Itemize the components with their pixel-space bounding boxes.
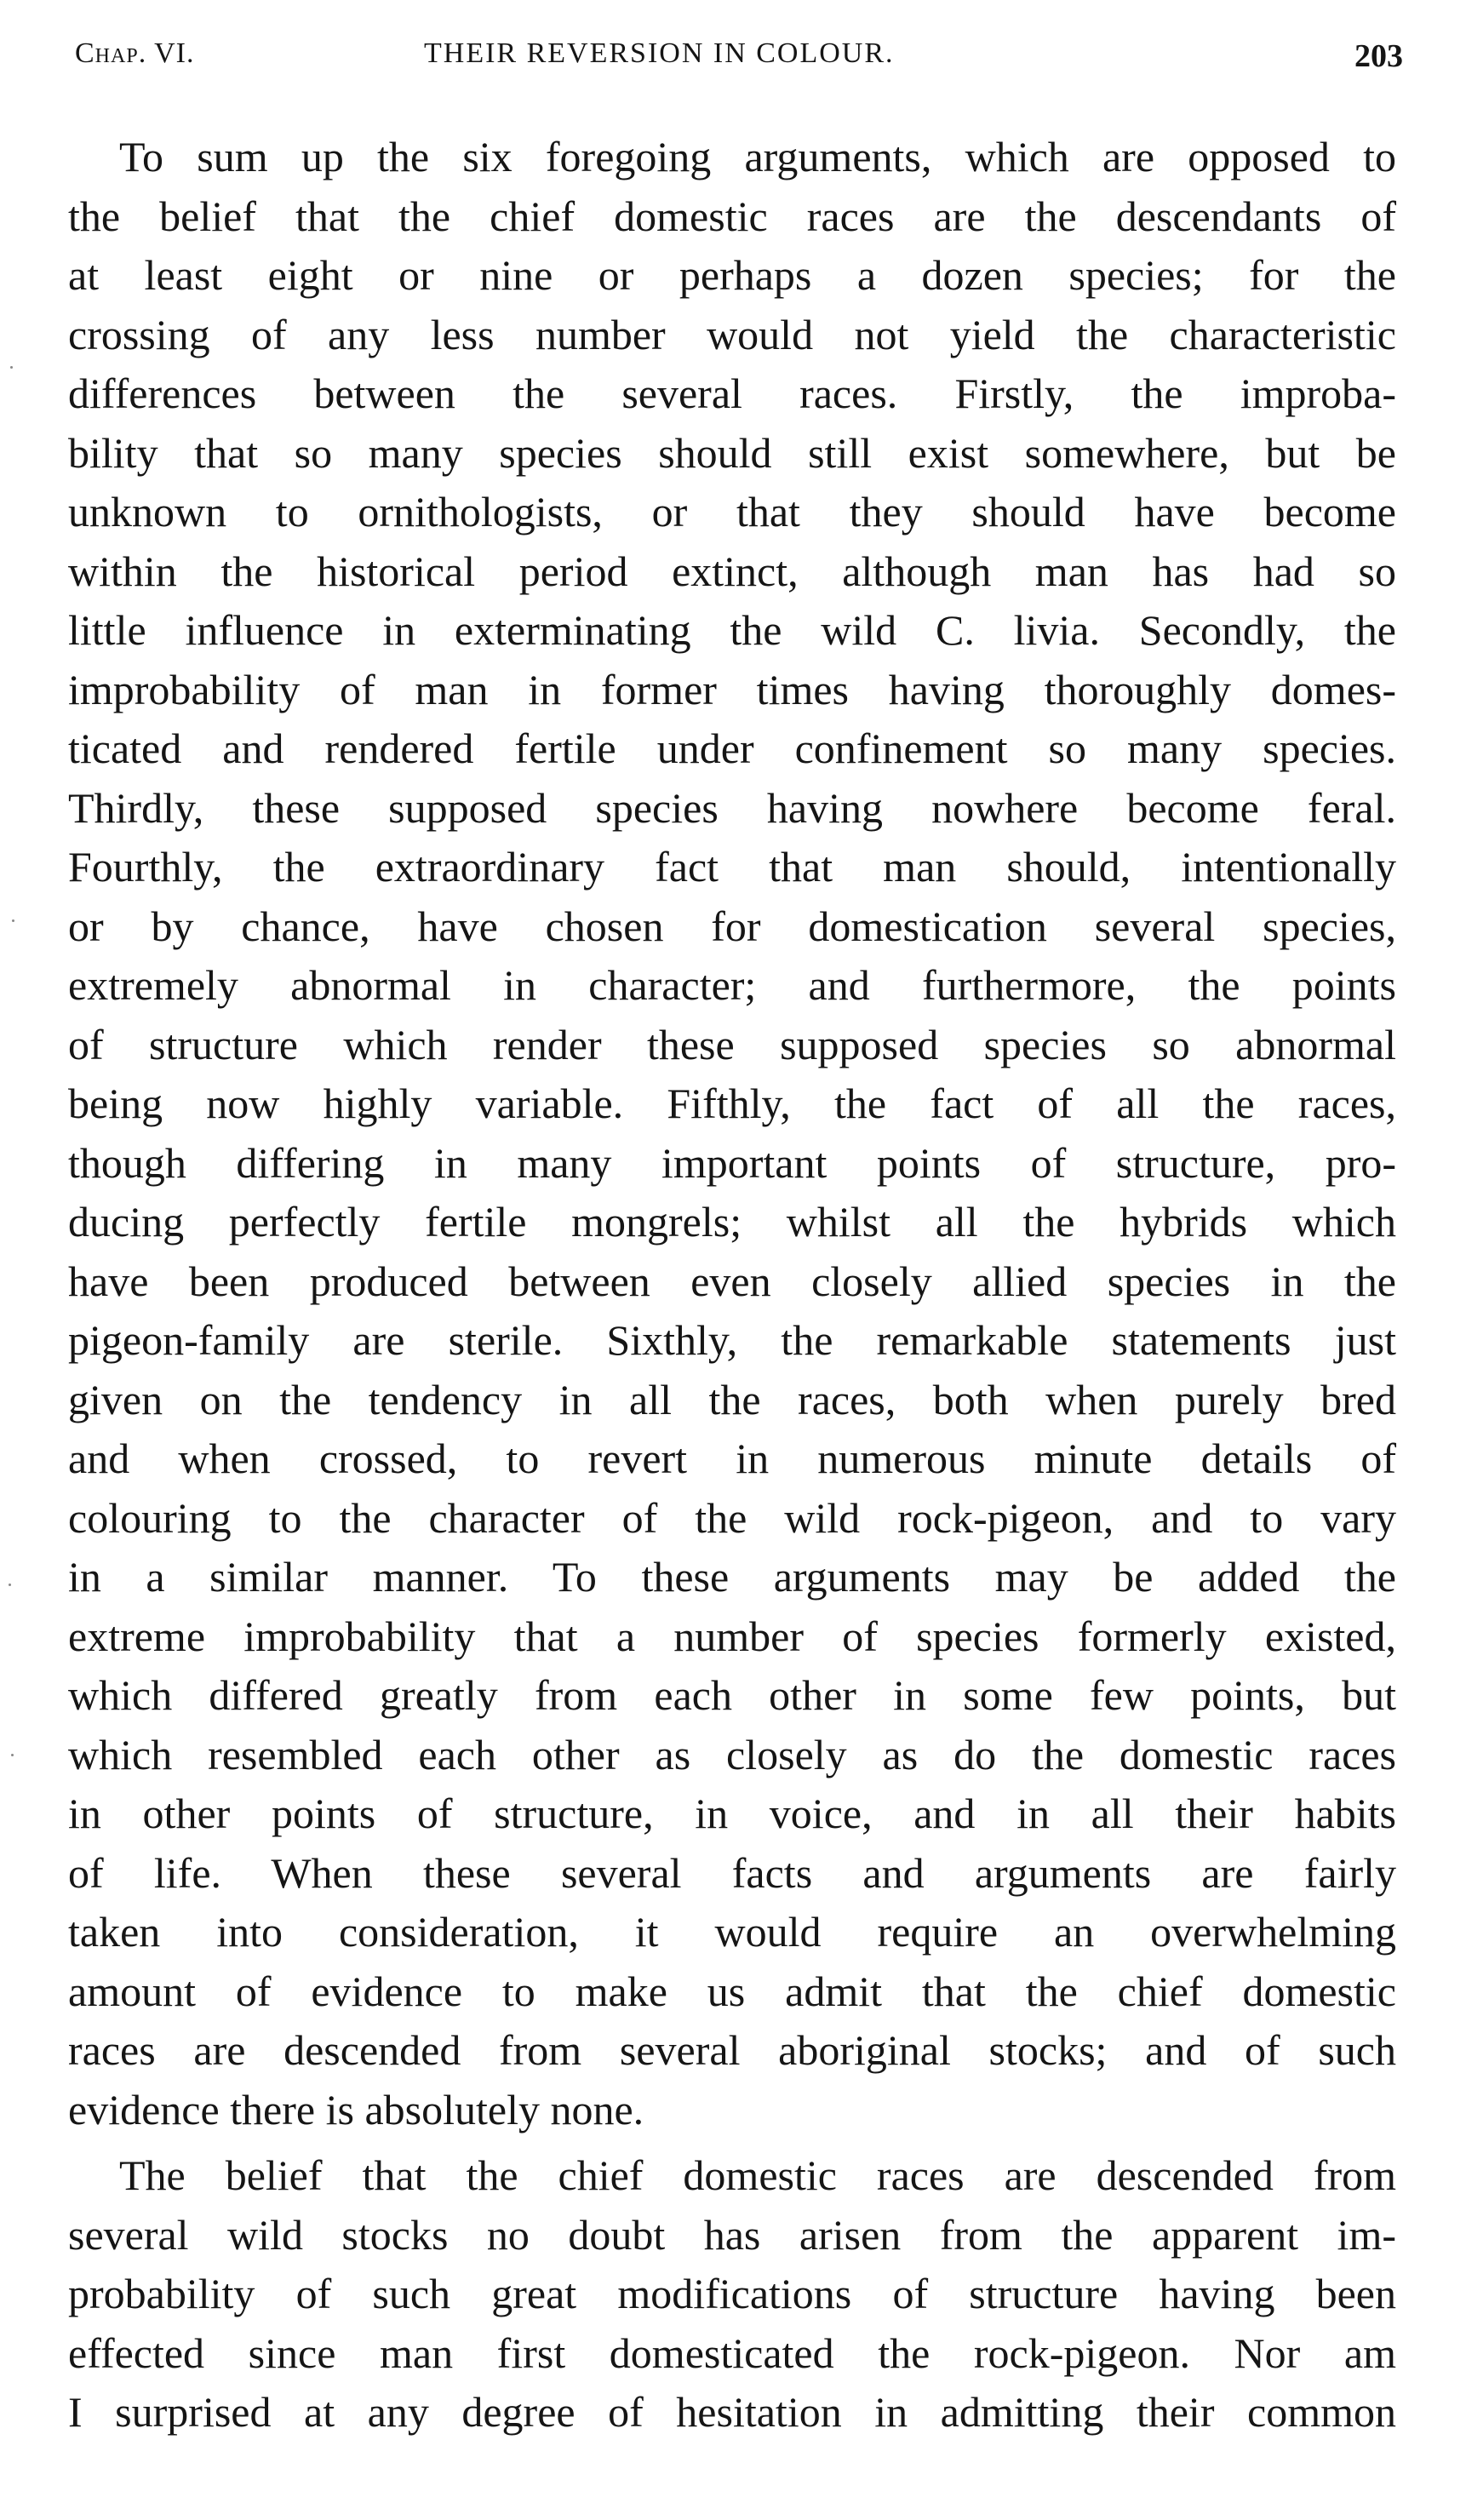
paper-speck <box>9 1584 11 1586</box>
text-line: effected since man first domesticated the rock-pigeon. Nor am <box>68 2328 1396 2377</box>
paragraph-2 <box>68 2146 1396 2443</box>
text-line: pigeon-family are sterile. Sixthly, the remarkable statements just <box>68 1316 1396 1364</box>
text-line: or by chance, have chosen for domestication several species, <box>68 902 1396 950</box>
text-line: ticated and rendered fertile under confinement so many species. <box>68 724 1396 772</box>
text-line: extreme improbability that a number of species formerly existed, <box>68 1612 1396 1660</box>
text-line: though differing in many important points of structure, pro- <box>68 1138 1396 1187</box>
text-line: races are descended from several aboriginal stocks; and of such <box>68 2026 1396 2074</box>
text-line: differences between the several races. Firstly, the improba- <box>68 369 1396 417</box>
running-title: THEIR REVERSION IN COLOUR. <box>424 37 895 69</box>
text-line: probability of such great modifications of structure having been <box>68 2270 1396 2317</box>
paper-speck <box>10 366 13 369</box>
text-line: Fourthly, the extraordinary fact that man should, intentionally <box>68 843 1396 891</box>
body-text <box>68 128 1396 2443</box>
text-line: improbability of man in former times having thoroughly domes- <box>68 665 1396 713</box>
text-line: bility that so many species should still exist somewhere, but be <box>68 428 1396 477</box>
text-line: colouring to the character of the wild rock-pigeon, and to vary <box>68 1493 1396 1542</box>
text-line: To sum up the six foregoing arguments, which are opposed to <box>119 133 1396 180</box>
text-line: unknown to ornithologists, or that they should have become <box>68 488 1396 536</box>
text-line: amount of evidence to make us admit that the chief domestic <box>68 1967 1396 2015</box>
paragraph-gap <box>68 2139 1396 2146</box>
paragraph-1 <box>68 128 1396 2139</box>
text-line: which resembled each other as closely as do the domestic races <box>68 1730 1396 1778</box>
text-line: several wild stocks no doubt has arisen from the apparent im- <box>68 2210 1396 2259</box>
text-line: at least eight or nine or perhaps a dozen species; for the <box>68 251 1396 299</box>
text-line: given on the tendency in all the races, both when purely bred <box>68 1375 1396 1423</box>
text-line: taken into consideration, it would require an overwhelming <box>68 1908 1396 1956</box>
text-line: ducing perfectly fertile mongrels; whilst all the hybrids which <box>68 1198 1396 1246</box>
text-line: I surprised at any degree of hesitation in admitting their common <box>68 2388 1396 2436</box>
text-line: in a similar manner. To these arguments may be added the <box>68 1553 1396 1601</box>
text-line: have been produced between even closely allied species in the <box>68 1257 1396 1305</box>
text-line: being now highly variable. Fifthly, the fact of all the races, <box>68 1080 1396 1127</box>
running-head <box>75 37 1403 85</box>
page-number: 203 <box>1354 38 1403 74</box>
text-line: The belief that the chief domestic races are descended from <box>119 2151 1396 2199</box>
text-line: little influence in exterminating the wild C. livia. Secondly, the <box>68 606 1396 654</box>
text-line: and when crossed, to revert in numerous minute details of <box>68 1435 1396 1482</box>
text-line: crossing of any less number would not yield the characteristic <box>68 310 1396 358</box>
paper-speck <box>11 1754 14 1756</box>
text-line: the belief that the chief domestic races are the descendants of <box>68 192 1396 240</box>
text-line: extremely abnormal in character; and furthermore, the points <box>68 961 1396 1009</box>
chapter-label: Chap. VI. <box>75 37 195 69</box>
paper-speck <box>12 919 14 922</box>
text-line: of structure which render these supposed species so abnormal <box>68 1020 1396 1068</box>
text-line: within the historical period extinct, although man has had so <box>68 547 1396 595</box>
text-line: which differed greatly from each other in some few points, but <box>68 1671 1396 1719</box>
text-line: Thirdly, these supposed species having nowhere become feral. <box>68 783 1396 832</box>
text-line: evidence there is absolutely none. <box>68 2085 644 2133</box>
text-line: in other points of structure, in voice, and in all their habits <box>68 1790 1396 1837</box>
text-line: of life. When these several facts and arguments are fairly <box>68 1848 1396 1897</box>
